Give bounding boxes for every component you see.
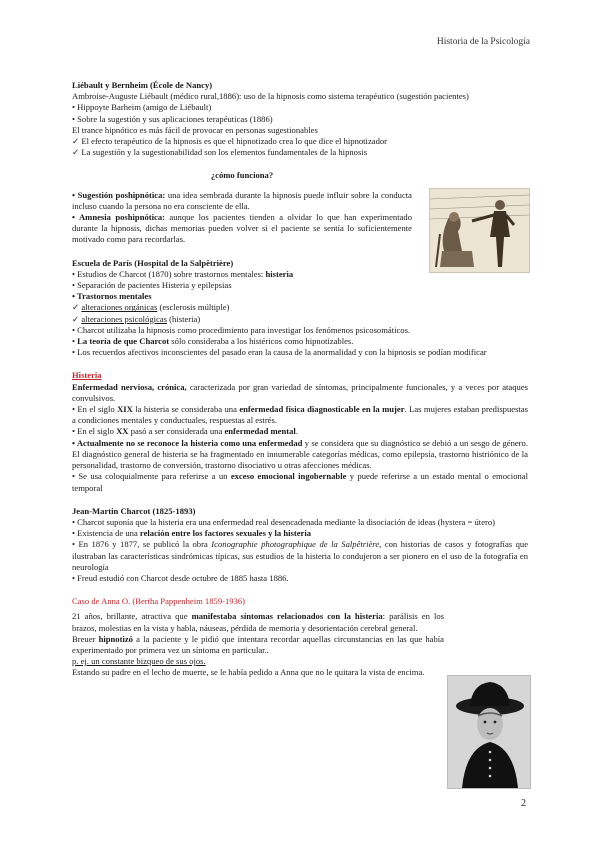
bullet-item: • Los recuerdos afectivos inconscientes del pasado eran la causa de la anormalidad y con la hipnosis se podían modificar [72, 347, 487, 358]
check-item: ✓ El efecto terapéutico de la hipnosis es que el hipnotizado crea lo que dice el hipnotizador [72, 136, 388, 147]
section-title-how: ¿cómo funciona? [210, 170, 274, 181]
hypnosis-illustration [429, 188, 530, 273]
section-title-nancy: Liébault y Bernheim (École de Nancy) [72, 80, 213, 90]
bullet-item: • Charcot utilizaba la hipnosis como procedimiento para investigar los fenómenos psicosomáticos. [72, 324, 411, 335]
bullet-item: • Actualmente no se reconoce la histeria como una enfermedad y se considera que su diagnóstico se debió a un sesgo de género. El diagnóstico general de histeria se ha fragmentado en innumerable categorías médicas, como epilepsia, trastorno histriónico de la personalidad, trastorno de conversión, trastorno disociativo u otras afecciones médicas. [72, 437, 528, 471]
bullet-item: • Freud estudió con Charcot desde octubre de 1885 hasta 1886. [72, 572, 289, 583]
underlined-line: p. ej. un constante bizqueo de sus ojos. [72, 656, 206, 667]
bullet-item: • Sobre la sugestión y sus aplicaciones terapéuticas (1886) [72, 113, 273, 124]
header-title: Historia de la Psicología [436, 37, 530, 47]
section-title-anna: Caso de Anna O. (Bertha Pappenheim 1859-1936) [72, 596, 246, 607]
bullet-item: • Estudios de Charcot (1870) sobre trastornos mentales: histeria [72, 268, 294, 279]
check-item: ✓ La sugestión y la sugestionabilidad son los elementos fundamentales de la hipnosis [72, 147, 368, 158]
bullet-item: • Hippoyte Barheim (amigo de Liébault) [72, 102, 212, 113]
bullet-item: • Trastornos mentales [72, 291, 152, 302]
bullet-item: • Amnesia poshipnótica: aunque los pacientes tienden a olvidar lo que han experimentado durante la hipnosis, dichas memorias pueden volver si el paciente se sentía lo suficientemente motivado como para recordarlas. [72, 212, 412, 245]
anna-o-portrait [447, 675, 531, 789]
bullet-item: • Se usa coloquialmente para referirse a un exceso emocional ingobernable y puede referirse a un estado mental o emocional temporal [72, 471, 528, 493]
bullet-item: • En 1876 y 1877, se publicó la obra Iconographie photographique de la Salpêtrière, con historias de casos y fotografías que ilustraban las características sindrómicas típicas, sus estudios de la histeria lo condujeron a ser pionero en el uso de la fotografía en neurología [72, 539, 529, 572]
bullet-item: • Charcot suponía que la histeria era una enfermedad real desencadenada mediante la disociación de ideas (hystera = útero) [72, 516, 496, 527]
paragraph: Enfermedad nerviosa, crónica, caracterizada por gran variedad de síntomas, principalmente funcionales, y a veces por ataques convulsivos. [72, 381, 528, 403]
section-title-paris: Escuela de París (Hospital de la Salpêtrière) [72, 257, 234, 268]
section-title-charcot: Jean-Martin Charcot (1825-1893) [72, 505, 196, 516]
text-line: Ambroise-Auguste Liébault (médico rural,1886): uso de la hipnosis como sistema terapéutico (sugestión pacientes) [72, 91, 469, 102]
paragraph: Estando su padre en el lecho de muerte, se le había pedido a Anna que no le quitara la vista de encima. [72, 667, 425, 678]
section-title-histeria: Histeria [72, 370, 102, 381]
bullet-item: • Existencia de una relación entre los factores sexuales y la histeria [72, 528, 312, 539]
paragraph: Breuer hipnotizó a la paciente y le pidió que intentara recordar aquellas circunstancias en las que había experimentado por primera vez un síntoma en particular.. [72, 633, 444, 655]
bullet-item: • Sugestión poshipnótica: una idea sembrada durante la hipnosis puede influir sobre la conducta incluso cuando la persona no era consciente de ella. [72, 189, 412, 211]
text-line: El trance hipnótico es más fácil de provocar en personas sugestionables [72, 124, 318, 135]
bullet-item: • En el siglo XIX la histeria se consideraba una enfermedad física diagnosticable en la mujer. Las mujeres estaban predispuestas a condiciones mentales y conductuales, respuestas al estrés. [72, 404, 528, 426]
page-body [72, 80, 528, 679]
check-item: ✓ alteraciones orgánicas (esclerosis múltiple) [72, 302, 230, 313]
bullet-item: • Separación de pacientes Histeria y epilepsias [72, 280, 232, 291]
paragraph: 21 años, brillante, atractiva que manifestaba síntomas relacionados con la histeria: parálisis en los brazos, molestias en la vista y habla, náuseas, pérdida de memoria y desorientación cerebral general. [72, 611, 444, 633]
page-number: 2 [521, 798, 526, 809]
bullet-item: • La teoría de que Charcot sólo consideraba a los histéricos como hipnotizables. [72, 336, 354, 347]
bullet-item: • En el siglo XX pasó a ser considerada una enfermedad mental. [72, 426, 298, 437]
check-item: ✓ alteraciones psicológicas (histeria) [72, 313, 201, 324]
